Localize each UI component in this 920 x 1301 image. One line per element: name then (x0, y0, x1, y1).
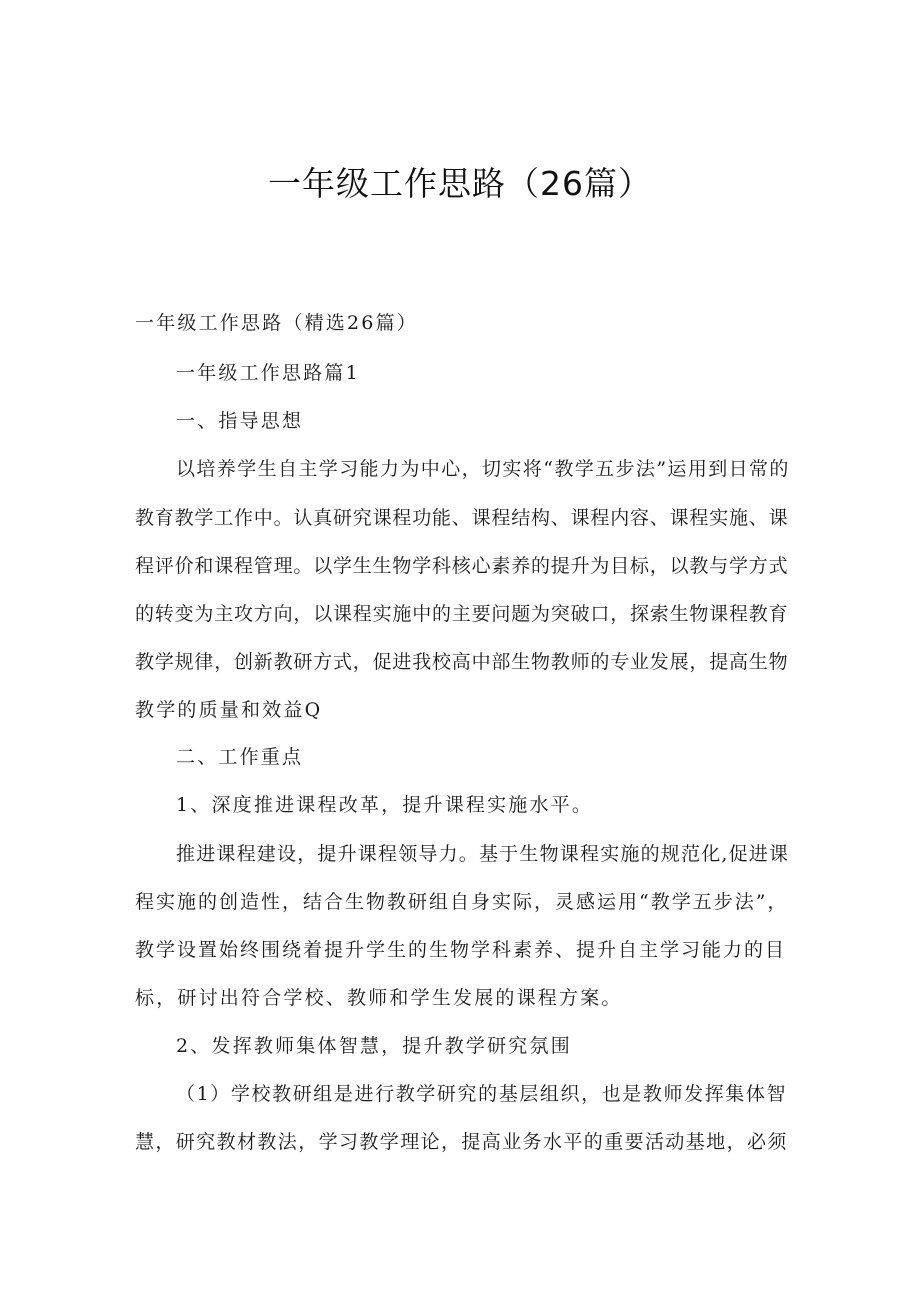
paragraph-line: 以培养学生自主学习能力为中心，切实将“教学五步法”运用到日常的 (176, 458, 790, 480)
document-title: 一年级工作思路（26篇） (268, 164, 652, 203)
paragraph-line: 标，研讨出符合学校、教师和学生发展的课程方案。 (135, 987, 623, 1009)
section-heading: 一年级工作思路篇1 (176, 362, 360, 384)
paragraph-line: 程评价和课程管理。以学生生物学科核心素养的提升为目标，以教与学方式 (135, 555, 789, 577)
paragraph-line: 教学的质量和效益Q (135, 699, 323, 721)
subsection-heading: 1、深度推进课程改革，提升课程实施水平。 (176, 794, 594, 816)
paragraph-line: 程实施的创造性，结合生物教研组自身实际，灵感运用“教学五步法”， (135, 891, 789, 913)
paragraph-line: 推进课程建设，提升课程领导力。基于生物课程实施的规范化,促进课 (176, 843, 790, 865)
paragraph-line: 教学规律，创新教研方式，促进我校高中部生物教师的专业发展，提高生物 (135, 651, 789, 673)
section-heading: 二、工作重点 (176, 746, 304, 768)
subtitle-line: 一年级工作思路（精选26篇） (135, 312, 418, 334)
paragraph-line: 的转变为主攻方向，以课程实施中的主要问题为突破口，探索生物课程教育 (135, 603, 789, 625)
paragraph-line: （1）学校教研组是进行教学研究的基层组织，也是教师发挥集体智 (176, 1083, 788, 1105)
paragraph-line: 教学设置始终围绕着提升学生的生物学科素养、提升自主学习能力的目 (135, 939, 787, 961)
paragraph-line: 教育教学工作中。认真研究课程功能、课程结构、课程内容、课程实施、课 (135, 507, 789, 529)
section-heading: 一、指导思想 (176, 410, 304, 432)
subsection-heading: 2、发挥教师集体智慧，提升教学研究氛围 (176, 1035, 572, 1057)
paragraph-line: 慧，研究教材教法，学习教学理论，提高业务水平的重要活动基地，必须 (135, 1131, 788, 1153)
